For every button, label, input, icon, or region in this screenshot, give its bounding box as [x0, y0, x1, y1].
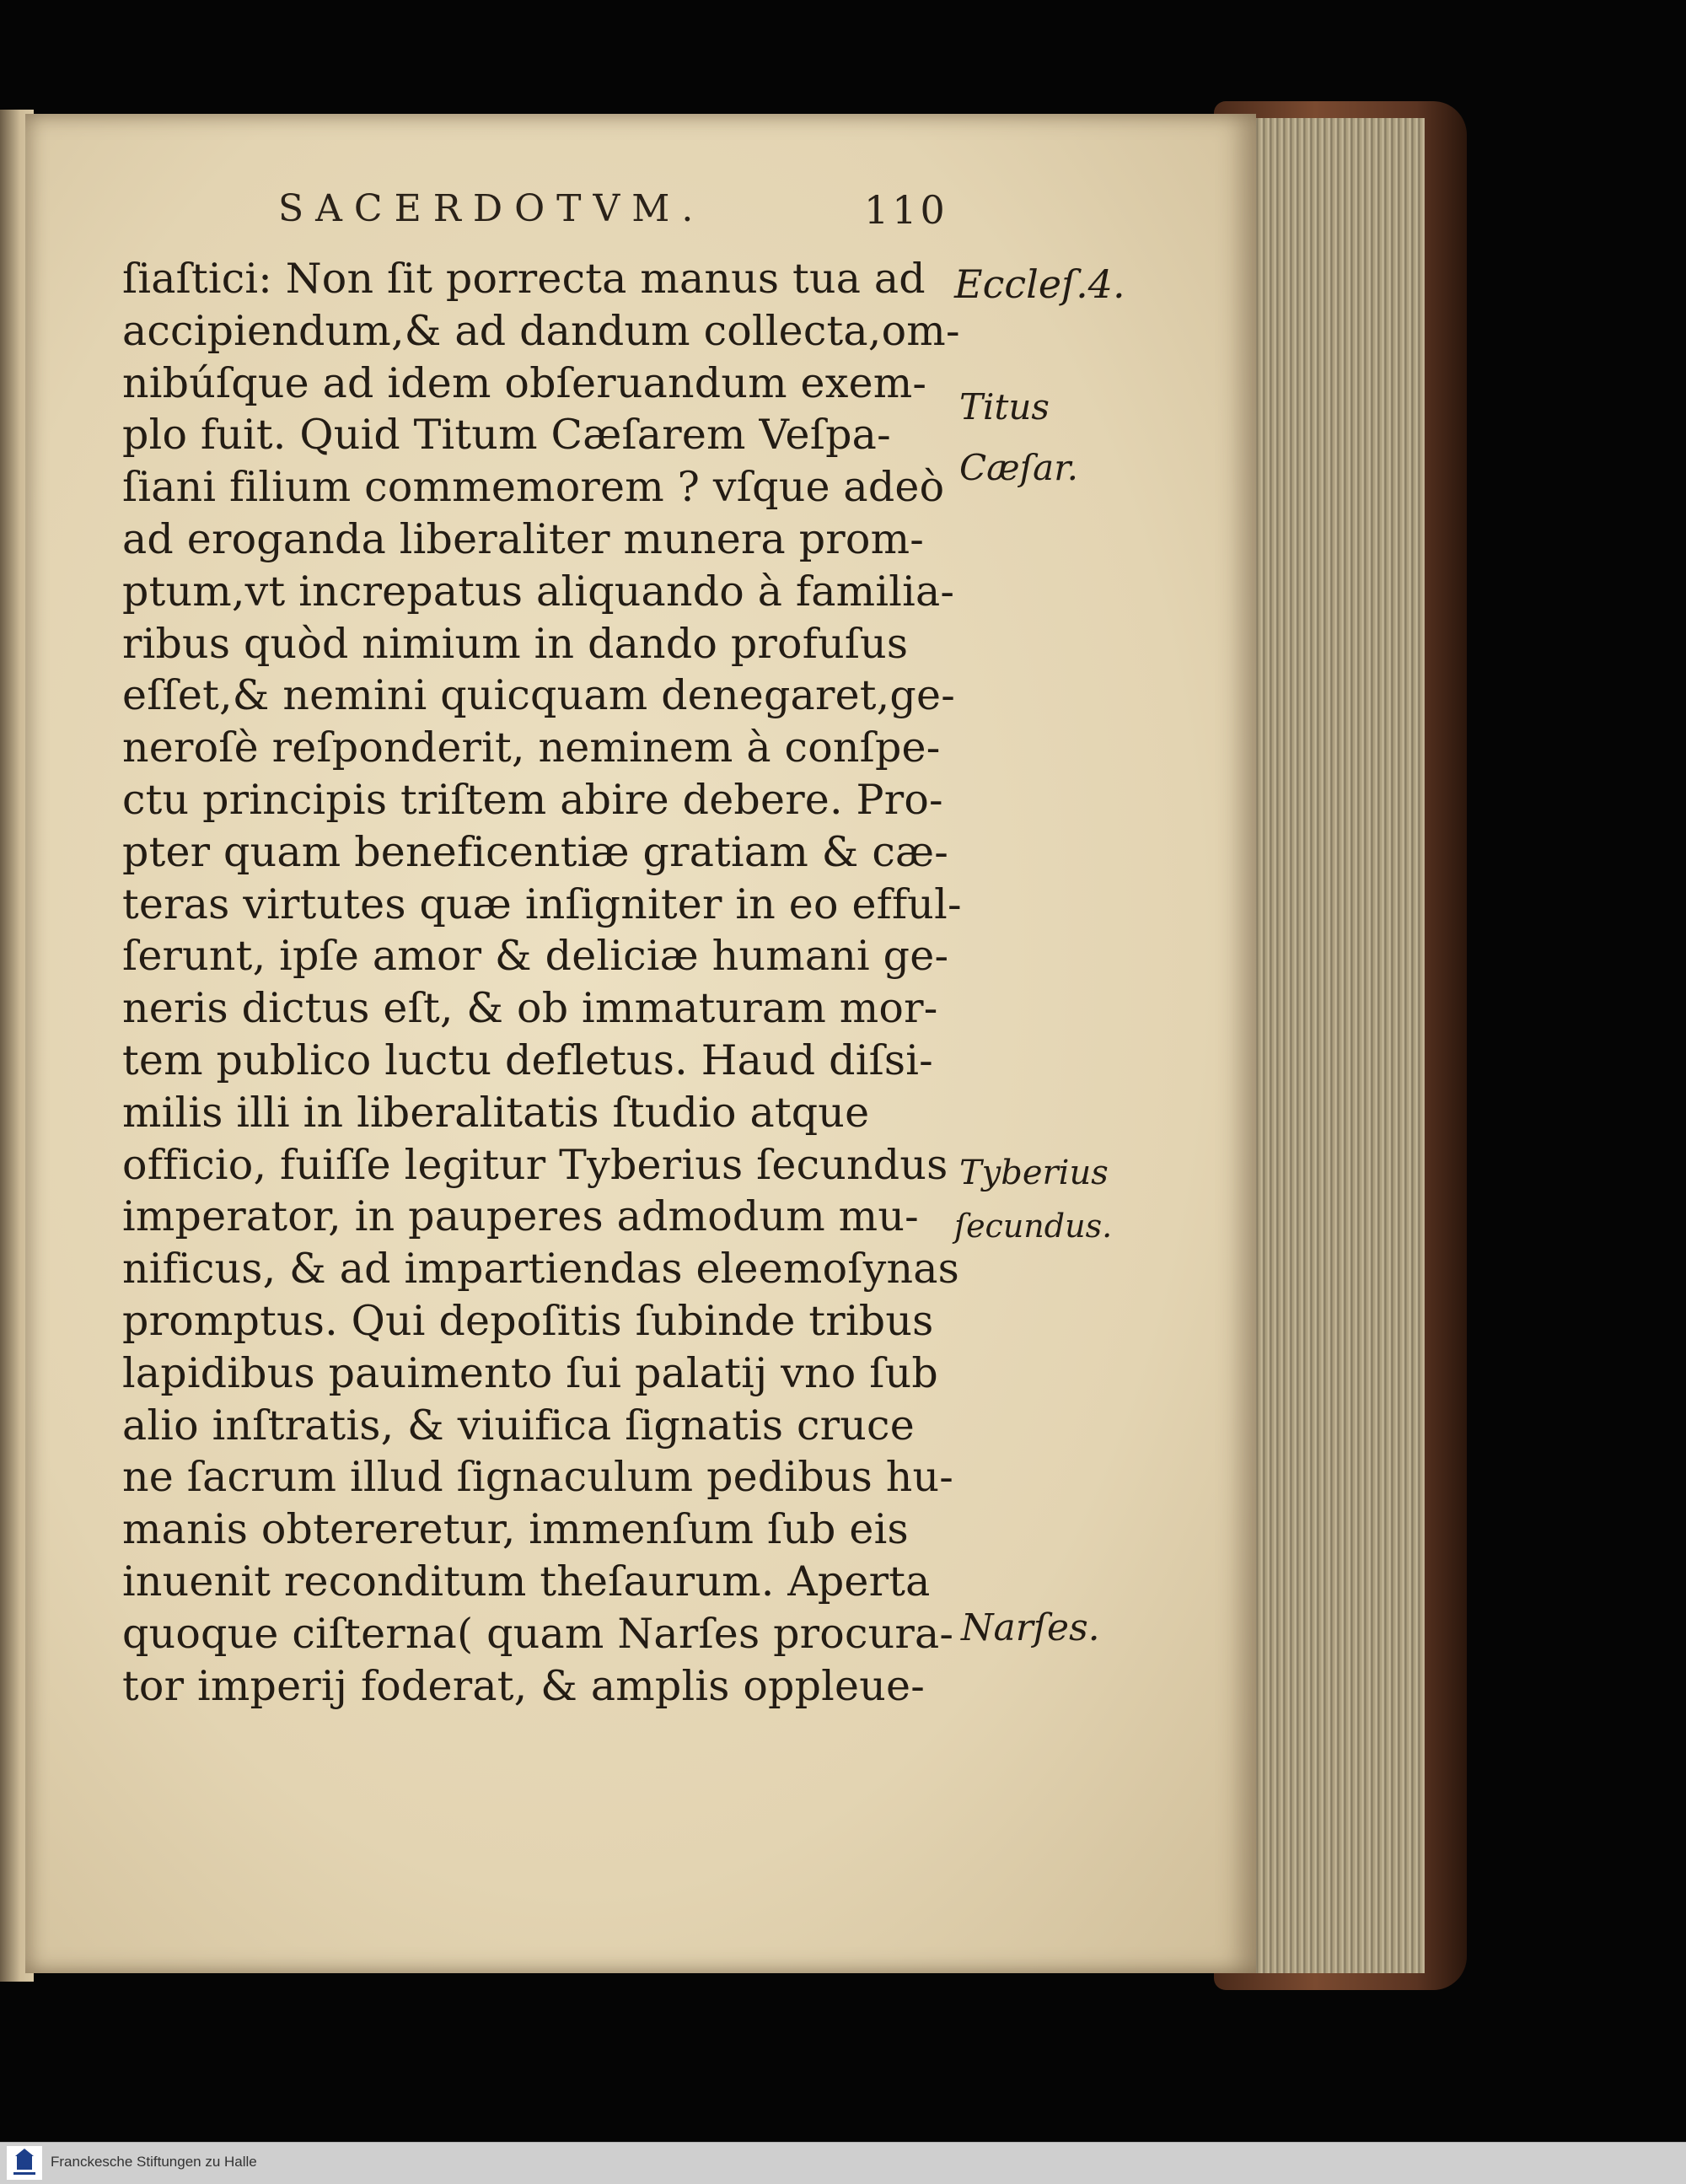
text-line: teras virtutes quæ inſigniter in eo efful-	[122, 880, 962, 928]
margin-note-secundus: ſecundus.	[954, 1208, 1113, 1245]
text-line: imperator, in pauperes admodum mu-	[122, 1192, 919, 1241]
text-line: accipiendum,& ad dandum collecta,om-	[122, 306, 960, 355]
text-line: ſerunt, ipſe amor & deliciæ humani ge-	[122, 932, 949, 981]
text-line: quoque ciſterna( quam Narſes procura-	[122, 1609, 954, 1658]
text-line: manis obtereretur, immenſum ſub eis	[122, 1505, 909, 1554]
margin-note-narses: Narſes.	[961, 1606, 1100, 1649]
text-line: alio inſtratis, & viuifica ſignatis cruce	[122, 1401, 915, 1450]
text-line: neris dictus eſt, & ob immaturam mor-	[122, 984, 938, 1033]
page-number: 110	[864, 187, 948, 233]
text-line: inuenit reconditum theſaurum. Aperta	[122, 1557, 931, 1606]
footer-bar	[0, 2142, 1686, 2184]
text-line: eſſet,& nemini quicquam denegaret,ge-	[122, 671, 955, 720]
text-line: nificus, & ad impartiendas eleemoſynas	[122, 1245, 960, 1294]
text-line: officio, fuiſſe legitur Tyberius ſecundus	[122, 1140, 948, 1189]
text-line: tem publico luctu defletus. Haud diſsi-	[122, 1036, 933, 1084]
text-line: tor imperij foderat, & amplis oppleue-	[122, 1661, 925, 1710]
margin-note-tyberius: Tyberius	[959, 1154, 1109, 1192]
footer-label: Franckesche Stiftungen zu Halle	[51, 2154, 257, 2170]
text-line: nibúſque ad idem obſeruandum exem-	[122, 358, 927, 407]
text-line: plo fuit. Quid Titum Cæſarem Veſpa-	[122, 411, 891, 460]
body-text	[122, 253, 962, 1712]
margin-note-eccles: Eccleſ.4.	[954, 261, 1125, 307]
margin-note-caesar: Cæſar.	[959, 447, 1079, 488]
text-line: ne ſacrum illud ſignaculum pedibus hu-	[122, 1453, 953, 1502]
text-line: ſiaſtici: Non ſit porrecta manus tua ad	[122, 255, 926, 303]
text-line: ribus quòd nimium in dando profuſus	[122, 619, 909, 668]
franckesche-stiftungen-logo-icon	[7, 2146, 42, 2180]
text-line: promptus. Qui depoſitis ſubinde tribus	[122, 1296, 934, 1345]
text-line: ctu principis triſtem abire debere. Pro-	[122, 775, 943, 824]
text-line: lapidibus pauimento ſui palatij vno ſub	[122, 1348, 938, 1397]
text-line: pter quam beneficentiæ gratiam & cæ-	[122, 827, 949, 876]
text-line: milis illi in liberalitatis ſtudio atque	[122, 1088, 870, 1137]
running-head: SACERDOTVM.	[278, 187, 706, 230]
text-line: ſiani filium commemorem ? vſque adeò	[122, 463, 945, 512]
text-line: ad eroganda liberaliter munera prom-	[122, 514, 925, 563]
text-line: neroſè reſponderit, neminem à conſpe-	[122, 724, 941, 772]
margin-note-titus: Titus	[959, 386, 1050, 428]
page-edges	[1239, 118, 1425, 1973]
text-line: ptum,vt increpatus aliquando à familia-	[122, 567, 955, 616]
